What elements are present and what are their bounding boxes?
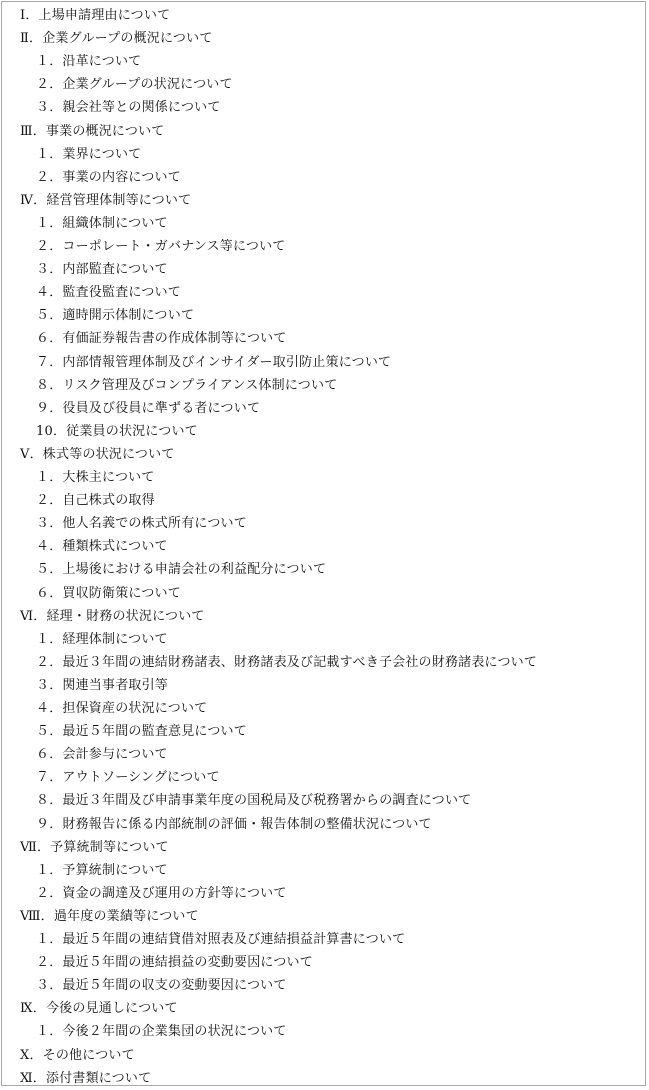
- toc-list-item: ５．上場後における申請会社の利益配分について: [36, 562, 327, 578]
- toc-list-item: ９．役員及び役員に準ずる者について: [36, 400, 261, 416]
- toc-section-heading: Ⅷ．過年度の業績等について: [20, 908, 199, 924]
- toc-section-heading: Ⅸ．今後の見通しについて: [20, 1001, 178, 1017]
- toc-list-item: ２．事業の内容について: [36, 169, 181, 185]
- toc-list-item: ３．関連当事者取引等: [36, 677, 169, 693]
- toc-list-item: １．経理体制について: [36, 631, 168, 647]
- toc-list-item: ２．最近５年間の連結損益の変動要因について: [36, 955, 313, 971]
- toc-section-heading: Ⅲ．事業の概況について: [20, 123, 165, 139]
- toc-list-item: ６．買収防衛策について: [36, 585, 181, 601]
- toc-list-item: １．最近５年間の連結貸借対照表及び連結損益計算書について: [36, 932, 406, 947]
- toc-list-item: ２．企業グループの状況について: [36, 77, 233, 93]
- toc-list-item: ５．最近５年間の監査意見について: [36, 724, 247, 740]
- toc-list-item: ８．最近３年間及び申請事業年度の国税局及び税務署からの調査について: [36, 793, 472, 809]
- toc-section-heading: Ⅶ．予算統制等について: [20, 839, 169, 855]
- toc-list-item: ２．資金の調達及び運用の方針等について: [36, 885, 287, 901]
- toc-list-item: ４．担保資産の状況について: [36, 701, 208, 716]
- toc-list-item: １．今後２年間の企業集団の状況について: [36, 1024, 287, 1040]
- toc-list-item: １．沿革について: [36, 54, 142, 70]
- document-frame: [1, 1, 646, 1086]
- toc-list-item: ７．アウトソーシングについて: [36, 770, 220, 786]
- toc-list-item: １．大株主について: [36, 470, 155, 485]
- toc-list-item: ４．監査役監査について: [36, 285, 181, 301]
- toc-list-item: ２．最近３年間の連結財務諸表、財務諸表及び記載すべき子会社の財務諸表について: [36, 654, 538, 670]
- toc-section-heading: Ⅴ．株式等の状況について: [20, 446, 175, 462]
- toc-list-item: ２．自己株式の取得: [36, 493, 155, 509]
- toc-section-heading: Ⅹ．その他について: [20, 1047, 135, 1063]
- toc-section-heading: Ⅵ．経理・財務の状況について: [20, 608, 205, 624]
- toc-list-item: １．組織体制について: [36, 215, 168, 231]
- toc-section-heading: Ⅺ．添付書類について: [20, 1070, 152, 1086]
- toc-list-item: ３．最近５年間の収支の変動要因について: [36, 978, 287, 994]
- toc-list-item: 10．従業員の状況について: [36, 423, 198, 439]
- toc-list-item: ９．財務報告に係る内部統制の評価・報告体制の整備状況について: [36, 816, 432, 832]
- toc-list-item: ５．適時開示体制について: [36, 308, 195, 324]
- toc-list-item: １．予算統制について: [36, 862, 168, 878]
- toc-list-item: ３．他人名義での株式所有について: [36, 516, 247, 532]
- toc-list-item: ４．種類株式について: [36, 539, 168, 555]
- toc-section-heading: Ⅰ．上場申請理由について: [20, 8, 171, 23]
- toc-list-item: ６．有価証券報告書の作成体制等について: [36, 331, 287, 347]
- toc-list-item: ３．内部監査について: [36, 262, 168, 278]
- toc-section-heading: Ⅳ．経営管理体制等について: [20, 192, 192, 208]
- toc-section-heading: Ⅱ．企業グループの概況について: [20, 31, 213, 47]
- toc-list-item: ７．内部情報管理体制及びインサイダー取引防止策について: [36, 354, 392, 370]
- toc-list-item: ３．親会社等との関係について: [36, 100, 221, 116]
- toc-list-item: １．業界について: [36, 146, 142, 162]
- toc-list-item: ８．リスク管理及びコンプライアンス体制について: [36, 377, 338, 393]
- toc-list-item: ６．会計参与について: [36, 747, 168, 763]
- toc-list-item: ２．コーポレート・ガバナンス等について: [36, 239, 286, 254]
